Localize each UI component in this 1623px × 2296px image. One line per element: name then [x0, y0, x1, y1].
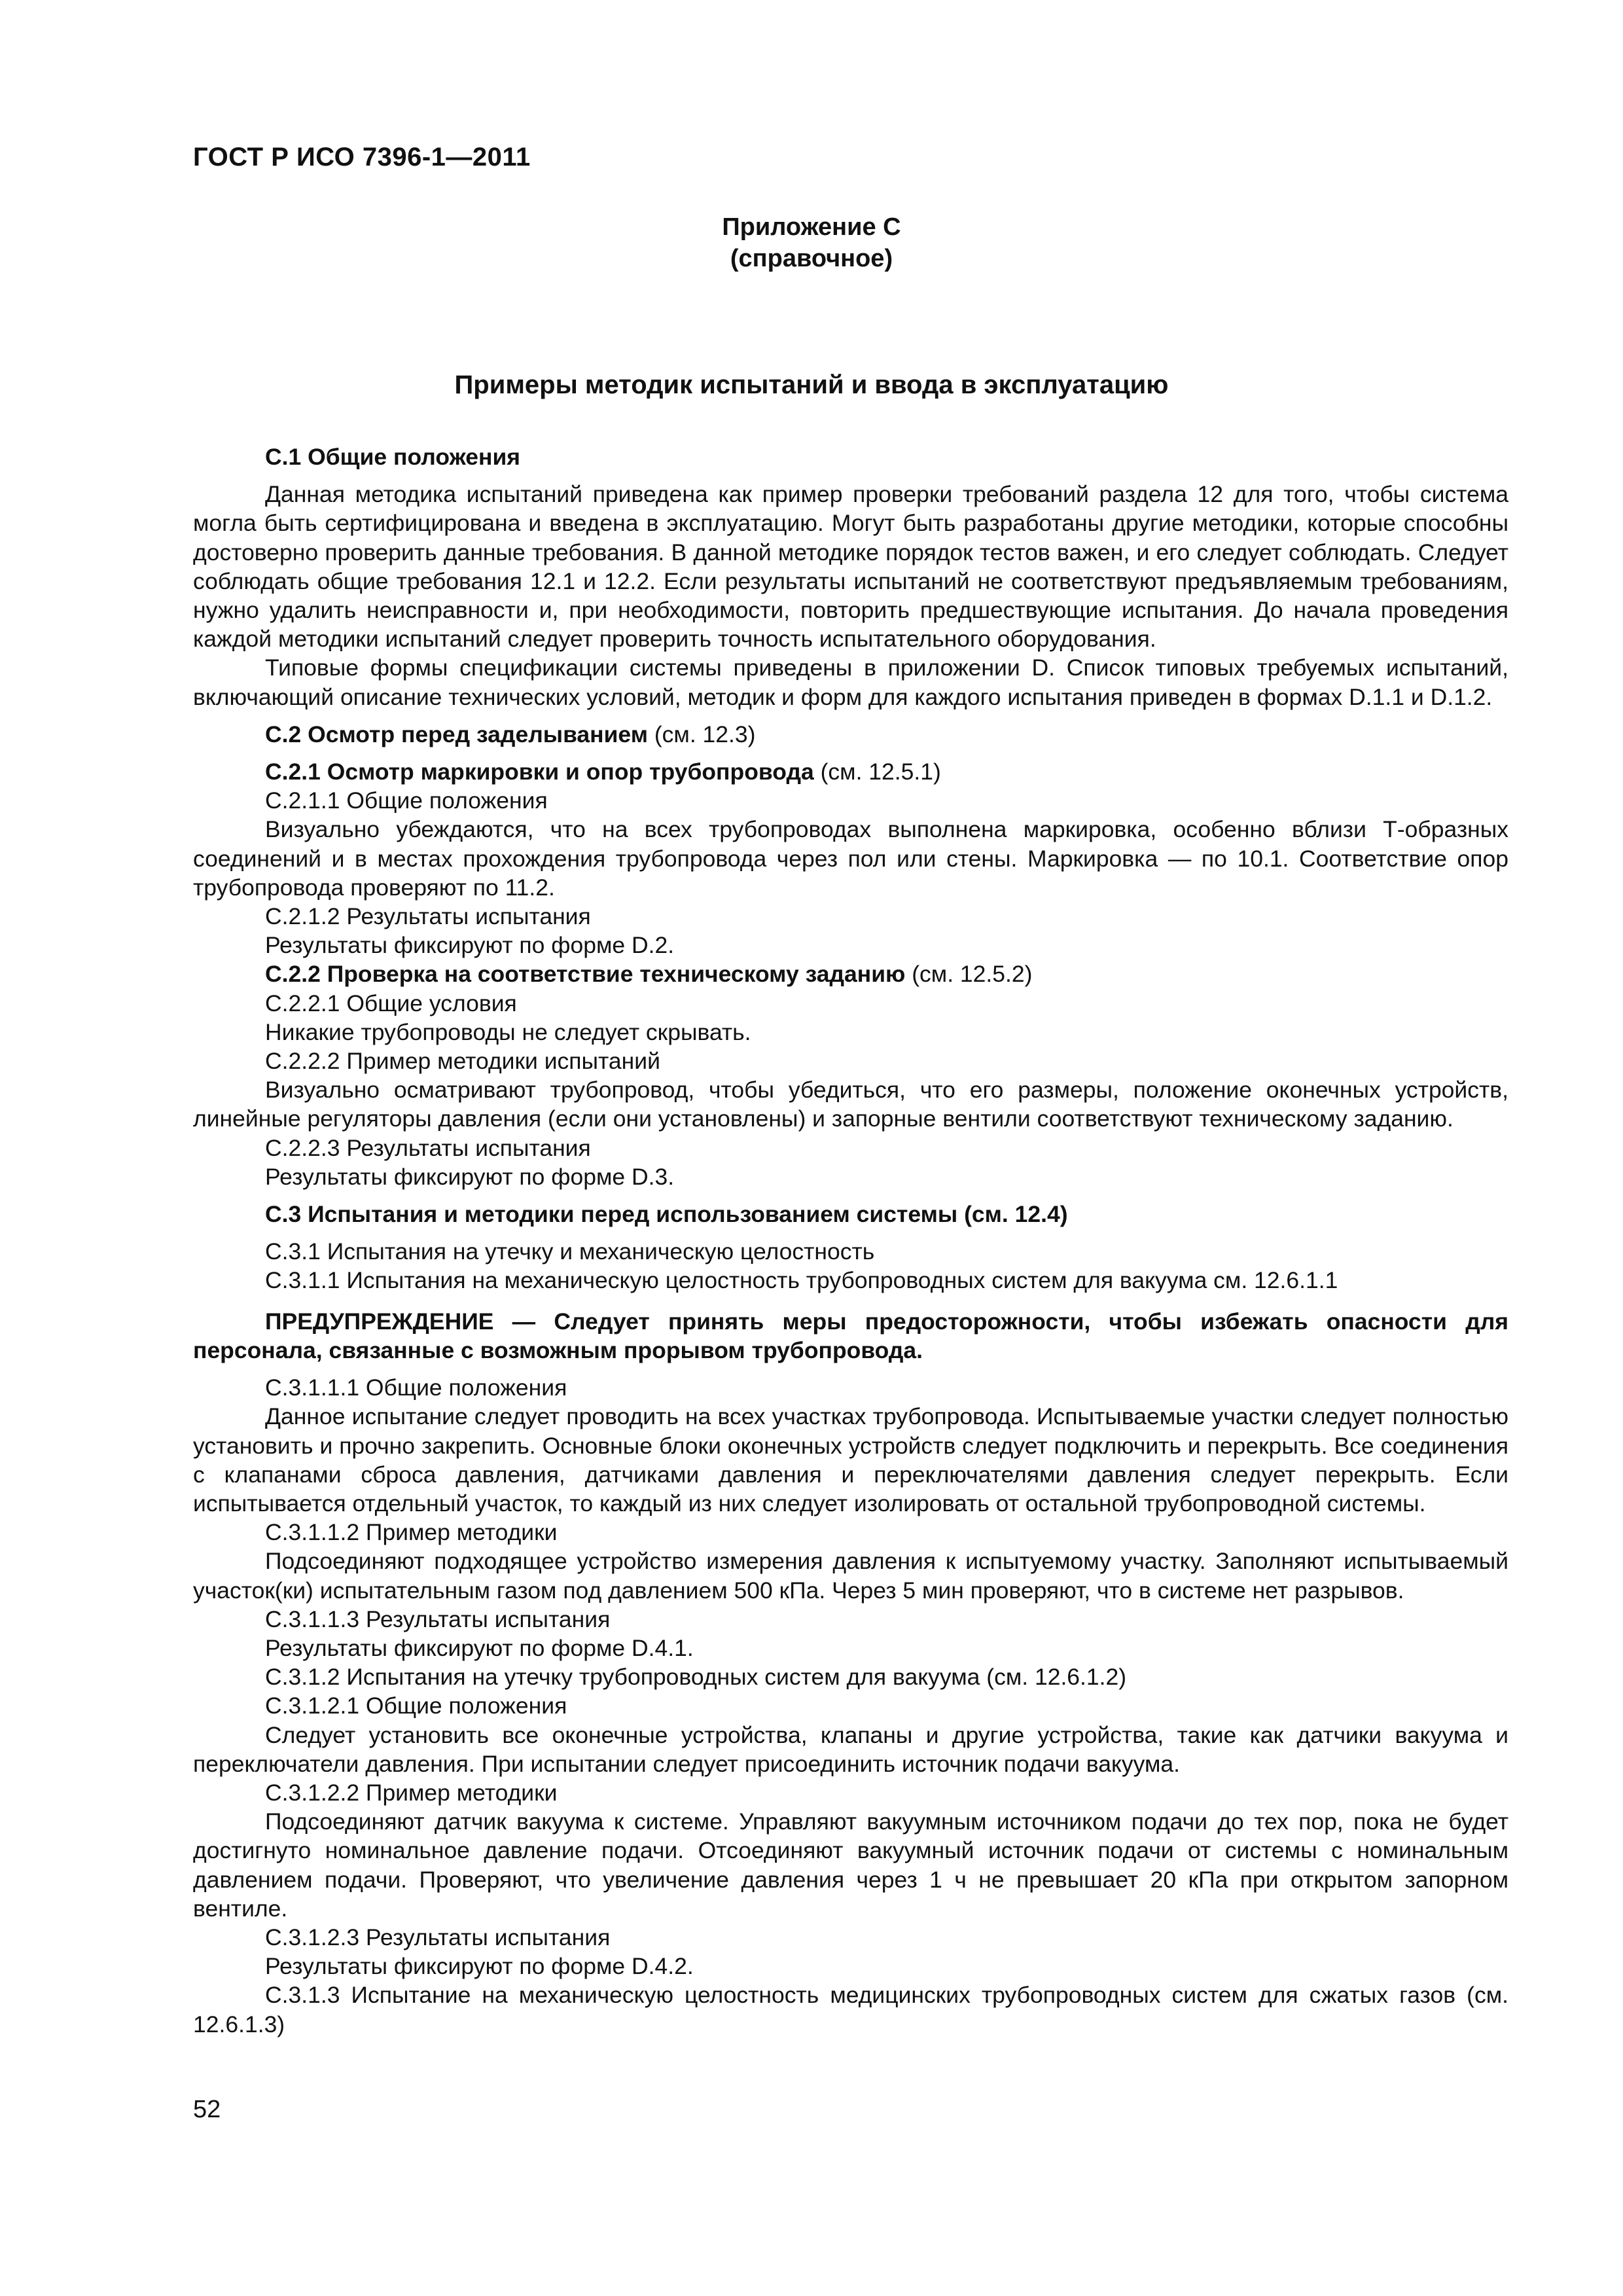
warning-notice: ПРЕДУПРЕЖДЕНИЕ — Следует принять меры предосторожности, чтобы избежать опасности для персонала, связанные с возможным прорывом трубопровода.: [193, 1308, 1508, 1363]
section-c3112-title: C.3.1.1.2 Пример методики: [265, 1519, 558, 1546]
section-c22-heading: [193, 960, 1508, 988]
appendix-title: Примеры методик испытаний и ввода в эксплуатацию: [454, 370, 1169, 399]
section-c2-title: C.2 Осмотр перед заделыванием: [265, 721, 648, 747]
section-c313-title: C.3.1.3 Испытание на механическую целостность медицинских трубопроводных систем для сжатых газов (см. 12.6.1.3): [193, 1982, 1508, 2037]
section-c311-title: C.3.1.1 Испытания на механическую целостность трубопроводных систем для вакуума см. 12.6.1.1: [265, 1267, 1338, 1294]
section-c3112-text: Подсоединяют подходящее устройство измерения давления к испытуемому участку. Заполняют испытываемый участок(ки) испытательным газом под давлением 500 кПа. Через 5 мин проверяют, что в системе нет разрывов.: [193, 1548, 1508, 1604]
section-c3-heading: C.3 Испытания и методики перед использованием системы (см. 12.4): [265, 1201, 1068, 1228]
section-c3113-text: Результаты фиксируют по форме D.4.1.: [265, 1634, 694, 1661]
section-c1-heading: C.1 Общие положения: [265, 444, 520, 470]
section-c211-text: Визуально убеждаются, что на всех трубопроводах выполнена маркировка, особенно вблизи Т-образных соединений и в местах прохождения трубопровода через пол или стены. Маркировка — по 10.1. Соответствие опор трубопровода проверяют по 11.2.: [193, 816, 1508, 901]
document-body: [193, 442, 1508, 2039]
section-c212-text: Результаты фиксируют по форме D.2.: [265, 932, 675, 959]
page-number: 52: [193, 2096, 221, 2123]
section-c223-title: C.2.2.3 Результаты испытания: [265, 1134, 591, 1161]
section-c31-title: C.3.1 Испытания на утечку и механическую целостность: [265, 1238, 875, 1265]
section-c221-text: Никакие трубопроводы не следует скрывать.: [265, 1018, 751, 1045]
section-c3122-text: Подсоединяют датчик вакуума к системе. Управляют вакуумным источником подачи до тех пор, пока не будет достигнуто номинальное давление подачи. Отсоединяют вакуумный источник подачи от системы с номинальным давлением подачи. Проверяют, что увеличение давления через 1 ч не превышает 20 кПа при открытом запорном вентиле.: [193, 1808, 1508, 1922]
section-c312-title: C.3.1.2 Испытания на утечку трубопроводных систем для вакуума (см. 12.6.1.2): [265, 1664, 1127, 1691]
section-c1-paragraph-2: Типовые формы спецификации системы приведены в приложении D. Список типовых требуемых испытаний, включающий описание технических условий, методик и форм для каждого испытания приведен в формах D.1.1 и D.1.2.: [193, 655, 1508, 710]
section-c3123-text: Результаты фиксируют по форме D.4.2.: [265, 1953, 694, 1980]
section-c21-title: C.2.1 Осмотр маркировки и опор трубопровода: [265, 759, 814, 785]
section-c21-heading: [193, 757, 1508, 786]
section-c22-title: C.2.2 Проверка на соответствие техническому заданию: [265, 961, 906, 988]
section-c222-title: C.2.2.2 Пример методики испытаний: [265, 1048, 660, 1075]
section-c3111-title: C.3.1.1.1 Общие положения: [265, 1374, 567, 1401]
section-c3121-title: C.3.1.2.1 Общие положения: [265, 1693, 567, 1719]
section-c3113-title: C.3.1.1.3 Результаты испытания: [265, 1605, 611, 1632]
section-c22-reference: (см. 12.5.2): [905, 961, 1033, 988]
section-c21-reference: (см. 12.5.1): [813, 759, 941, 785]
section-c3111-text: Данное испытание следует проводить на всех участках трубопровода. Испытываемые участки следует полностью установить и прочно закрепить. Основные блоки оконечных устройств следует подключить и перекрыть. Все соединения с клапанами сброса давления, датчиками давления и переключателями давления следует перекрыть. Если испытывается отдельный участок, то каждый из них следует изолировать от остальной трубопроводной системы.: [193, 1403, 1508, 1516]
section-c2-reference: (см. 12.3): [647, 721, 756, 747]
section-c3123-title: C.3.1.2.3 Результаты испытания: [265, 1924, 611, 1950]
section-c2-heading: [193, 720, 1508, 749]
appendix-type: (справочное): [730, 245, 893, 272]
section-c3122-title: C.3.1.2.2 Пример методики: [265, 1779, 558, 1806]
standard-code-header: ГОСТ Р ИСО 7396-1—2011: [193, 143, 531, 171]
section-c223-text: Результаты фиксируют по форме D.3.: [265, 1163, 675, 1190]
section-c211-title: C.2.1.1 Общие положения: [265, 787, 548, 814]
section-c222-text: Визуально осматривают трубопровод, чтобы убедиться, что его размеры, положение оконечных устройств, линейные регуляторы давления (если они установлены) и запорные вентили соответствуют техническому заданию.: [193, 1077, 1508, 1132]
appendix-label: Приложение C: [722, 213, 901, 241]
section-c221-title: C.2.2.1 Общие условия: [265, 990, 517, 1016]
section-c212-title: C.2.1.2 Результаты испытания: [265, 903, 591, 930]
section-c3121-text: Следует установить все оконечные устройства, клапаны и другие устройства, такие как датчики вакуума и переключатели давления. При испытании следует присоединить источник подачи вакуума.: [193, 1721, 1508, 1777]
section-c1-paragraph-1: Данная методика испытаний приведена как пример проверки требований раздела 12 для того, чтобы система могла быть сертифицирована и введена в эксплуатацию. Могут быть разработаны другие методики, которые способны достоверно проверить данные требования. В данной методике порядок тестов важен, и его следует соблюдать. Следует соблюдать общие требования 12.1 и 12.2. Если результаты испытаний не соответствуют предъявляемым требованиям, нужно удалить неисправности и, при необходимости, повторить предшествующие испытания. До начала проведения каждой методики испытаний следует проверить точность испытательного оборудования.: [193, 481, 1508, 653]
